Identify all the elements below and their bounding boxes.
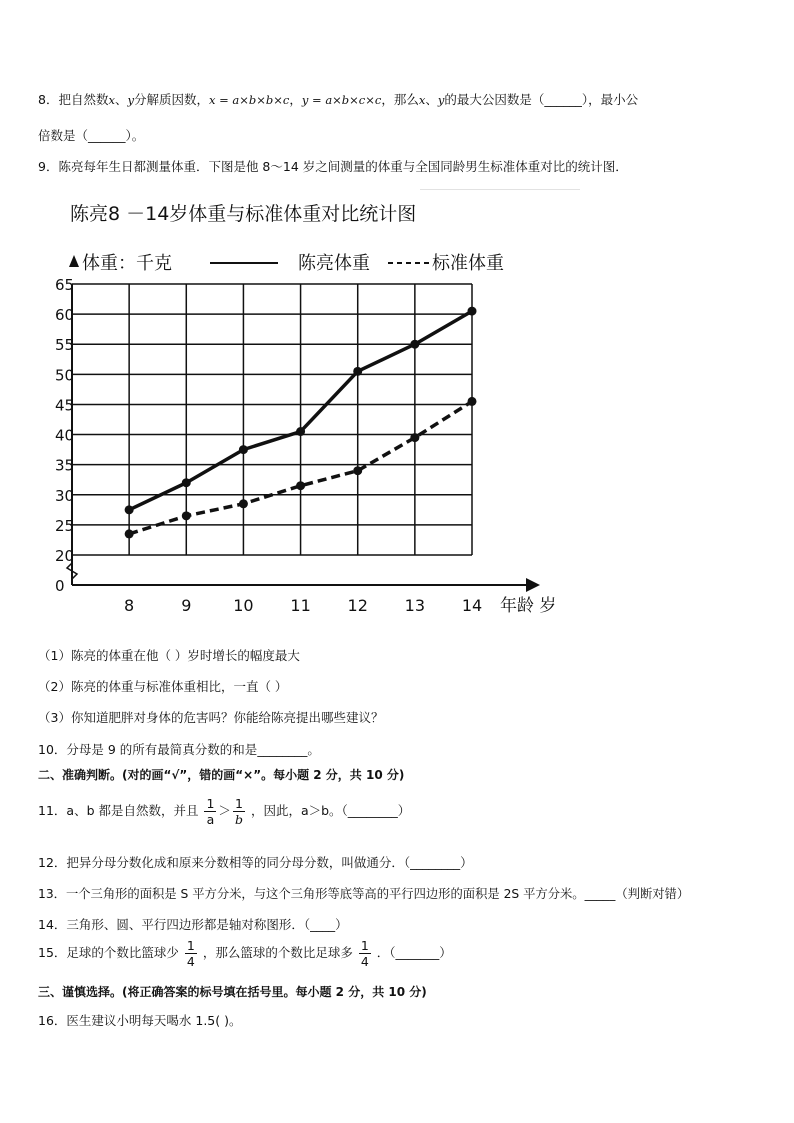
data-point-standard [239,499,248,508]
chart-title: 陈亮8 －14岁体重与标准体重对比统计图 [70,203,417,225]
y-tick-label: 65 [55,276,75,294]
fraction-1-over-b: $\frac{1}{b}$ [234,796,243,827]
x-tick-label: 9 [181,596,192,615]
q10: 10．分母是 9 的所有最简真分数的和是________。 [38,742,320,757]
section-2-heading: 二、准确判断。(对的画“√”，错的画“×”。每小题 2 分，共 10 分) [38,768,405,782]
y-tick-label: 20 [55,547,75,565]
formula-x: x = a×b×b×c [208,93,290,107]
y-tick-labels [55,276,74,595]
x-tick-label: 13 [404,596,426,615]
data-point-standard [468,397,477,406]
x-tick-label: 12 [347,596,368,615]
y-tick-label: 55 [55,336,75,355]
data-point-standard [353,466,362,475]
fraction-1-over-a: $\frac{1}{a}$ [206,796,215,827]
q8-line2: 倍数是（______）。 [38,128,145,143]
legend-label-standard: 标准体重 [432,253,504,274]
q11-answer-blank[interactable]: ________ [347,803,398,818]
legend-label-chenliang: 陈亮体重 [298,253,370,274]
y-tick-label: 35 [55,456,75,475]
q13: 13．一个三角形的面积是 S 平方分米，与这个三角形等底等高的平行四边形的面积是 2S 平方分米。_____（判断对错） [38,887,690,901]
q14-answer-blank[interactable]: ____ [310,917,336,932]
section-3-heading: 三、谨慎选择。(将正确答案的标号填在括号里。每小题 2 分，共 10 分) [38,985,427,999]
q15-answer-blank[interactable]: _______ [395,945,440,960]
q13-answer-blank[interactable]: _____ [584,887,616,901]
q9-sub2: （2）陈亮的体重与标准体重相比，一直（ ） [38,679,288,694]
q16: 16．医生建议小明每天喝水 1.5( )。 [38,1013,242,1028]
data-point-chenliang [182,478,191,487]
y-tick-label: 25 [55,516,75,535]
y-tick-label: 30 [55,486,75,505]
lcm-answer-blank[interactable]: ______ [88,128,126,143]
data-point-chenliang [410,340,419,349]
x-tick-label: 10 [233,596,254,615]
data-point-standard [182,511,191,520]
q9-text: 9．陈亮每年生日都测量体重．下图是他 8～14 岁之间测量的体重与全国同龄男生标准体重对比的统计图． [38,159,628,174]
q11: 11．a、b 都是自然数，并且 $\frac{1}{a}$ ＞ $\frac{1}{b}$ ，因此，a＞b。（________） [38,796,411,827]
q12-answer-blank[interactable]: ________ [410,855,461,870]
fraction-one-quarter-b: $\frac{1}{4}$ [360,938,369,969]
q15: 15．足球的个数比篮球少 $\frac{1}{4}$ ，那么篮球的个数比足球多 $\frac{1}{4}$ ．（_______） [38,938,452,969]
data-point-chenliang [468,307,477,316]
data-point-standard [296,481,305,490]
weight-comparison-chart [50,185,580,620]
y-tick-label: 0 [55,577,65,595]
gcd-answer-blank[interactable]: ______ [544,92,582,107]
q9-sub3: （3）你知道肥胖对身体的危害吗？你能给陈亮提出哪些建议？ [38,710,384,725]
q9-sub1: （1）陈亮的体重在他（ ）岁时增长的幅度最大 [38,648,300,663]
y-tick-label: 60 [55,306,75,325]
x-axis-arrow-icon [526,578,540,592]
data-point-chenliang [125,505,134,514]
data-point-chenliang [239,445,248,454]
data-point-standard [125,529,134,538]
y-tick-label: 45 [55,396,75,415]
formula-y: y = a×b×c×c [301,93,382,107]
y-axis-arrow-icon [69,255,79,267]
data-point-chenliang [296,427,305,436]
data-point-standard [410,433,419,442]
y-tick-label: 50 [55,366,75,385]
x-tick-label: 14 [461,596,483,615]
q10-answer-blank[interactable]: ________ [257,742,308,757]
y-tick-label: 40 [55,426,75,445]
x-tick-label: 8 [124,596,135,615]
q8-line1: 8．把自然数x、y分解质因数，x = a×b×b×c，y = a×b×c×c，那么x、y的最大公因数是（______），最小公 [38,92,639,107]
q14: 14．三角形、圆、平行四边形都是轴对称图形．（____） [38,917,348,932]
x-tick-labels [124,596,482,615]
q12: 12．把异分母分数化成和原来分数相等的同分母分数，叫做通分．（________） [38,855,473,870]
y-axis-label: 体重：千克 [82,253,172,274]
x-axis-label: 年龄 岁 [500,596,557,616]
x-tick-label: 11 [290,596,311,615]
data-point-chenliang [353,367,362,376]
fraction-one-quarter-a: $\frac{1}{4}$ [186,938,195,969]
